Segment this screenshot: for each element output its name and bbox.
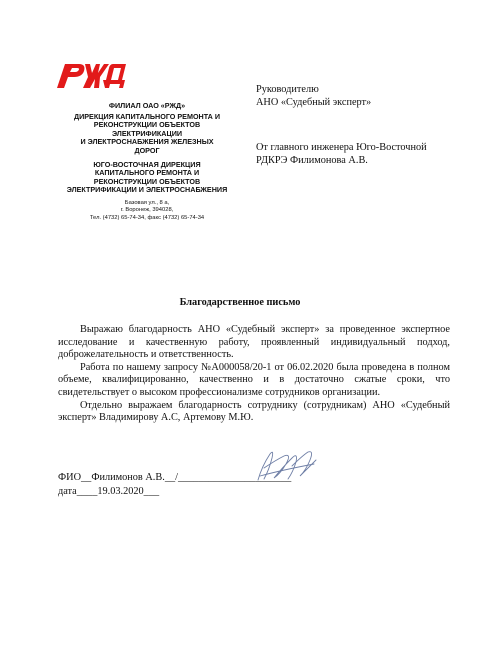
sender-block (256, 142, 427, 167)
recipient-line: Руководителю (256, 84, 319, 95)
body-paragraph: Отдельно выражаем благодарность сотруднику (сотрудникам) АНО «Судебный эксперт» Владимирову А.С, Артемову М.Ю. (58, 399, 450, 424)
letterhead-line: И ЭЛЕКТРОСНАБЖЕНИЯ ЖЕЛЕЗНЫХ (80, 137, 214, 147)
recipient-line: АНО «Судебный эксперт» (256, 96, 372, 108)
rzd-logo-icon (55, 58, 127, 90)
letterhead-regional-directorate (52, 161, 242, 195)
letterhead-branch: ФИЛИАЛ ОАО «РЖД» (108, 101, 186, 110)
fio-value: __Филимонов А.В.__/______________________ (81, 472, 292, 483)
letterhead-line: ЮГО-ВОСТОЧНАЯ ДИРЕКЦИЯ (93, 159, 201, 169)
letter-title: Благодарственное письмо (179, 297, 301, 308)
body-paragraph: Работа по нашему запросу №А000058/20-1 от 06.02.2020 была проведена в полном объеме, квалифицированно, качественно и в достаточно сжатые сроки, что свидетельствует о высоком профессионализме сотрудников организации. (58, 361, 450, 398)
address-line: г. Воронеж, 394028, (120, 207, 174, 214)
body-paragraph: Выражаю благодарность АНО «Судебный эксперт» за проведенное экспертное исследование и качественную работу, проявленный индивидуальный подход, доброжелательность и ответственность. (58, 324, 450, 361)
letterhead-line: ЭЛЕКТРИФИКАЦИИ (111, 128, 183, 138)
date-value: ____19.03.2020___ (76, 486, 160, 497)
letterhead-organization (52, 102, 242, 222)
address-line: Базовая ул., 8 а, (124, 199, 170, 206)
letterhead-line: КАПИТАЛЬНОГО РЕМОНТА И (94, 168, 200, 178)
letterhead-directorate (52, 113, 242, 156)
letterhead-line: РЕКОНСТРУКЦИИ ОБЪЕКТОВ (93, 176, 201, 186)
sender-line: От главного инженера Юго-Восточной (256, 142, 427, 153)
address-line: Тел. (4732) 65-74-34, факс (4732) 65-74-34 (89, 214, 205, 221)
signature-fio-line (58, 472, 291, 483)
letterhead-line: ДИРЕКЦИЯ КАПИТАЛЬНОГО РЕМОНТА И (73, 111, 221, 121)
letter-body (58, 324, 450, 425)
fio-label: ФИО (58, 472, 82, 483)
signature-date-line (58, 486, 159, 497)
sender-line: РДКРЭ Филимонова А.В. (256, 154, 368, 166)
letterhead-line: ДОРОГ (134, 145, 160, 155)
date-label: дата (58, 486, 77, 497)
letterhead-line: ЭЛЕКТРИФИКАЦИИ И ЭЛЕКТРОСНАБЖЕНИЯ (66, 185, 228, 195)
letterhead-address (52, 200, 242, 223)
letterhead-line: РЕКОНСТРУКЦИИ ОБЪЕКТОВ (93, 120, 201, 130)
recipient-block (256, 84, 371, 109)
